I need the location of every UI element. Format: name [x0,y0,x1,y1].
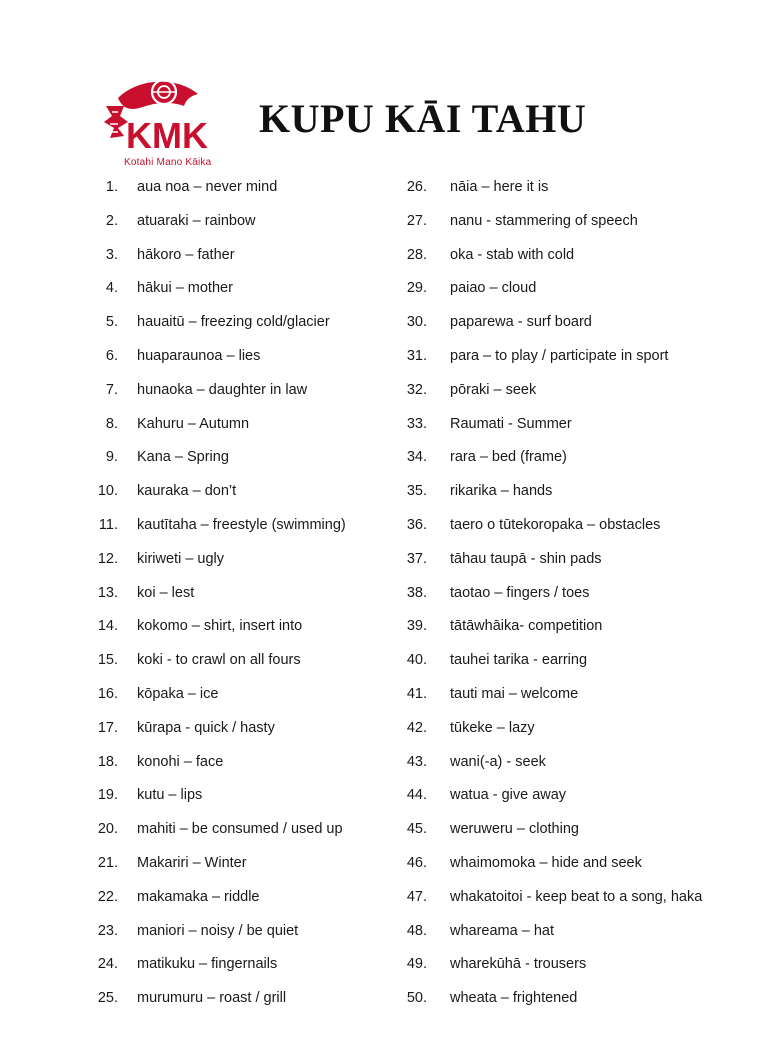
entry-text: tūkeke – lazy [450,719,535,736]
entry-number: 22. [97,888,118,905]
entry-number: 2. [105,212,118,229]
entry-number: 40. [406,652,427,669]
entry-number: 28. [406,246,427,263]
entry-number: 38. [406,584,427,601]
entry-text: kōpaka – ice [137,686,219,702]
entry-text: para – to play / participate in sport [450,348,669,364]
entry-text: Kahuru – Autumn [137,415,250,432]
entry-text: kiriweti – ugly [137,550,225,567]
entry-text: tauhei tarika - earring [450,652,588,669]
entry-number: 49. [406,956,427,973]
entry-number: 33. [406,415,427,432]
entry-number: 5. [105,314,118,331]
entry-number: 47. [406,888,427,905]
entry-number: 16. [97,686,118,702]
entry-text: nāia – here it is [450,179,549,195]
entry-number: 24. [97,956,118,973]
entry-text: mahiti – be consumed / used up [137,821,343,838]
entry-number: 10. [97,483,118,500]
entry-number: 36. [406,517,427,533]
entry-text: wani(-a) - seek [450,753,546,770]
entry-number: 26. [406,179,427,195]
entry-text: maniori – noisy / be quiet [137,922,299,939]
entry-number: 41. [406,686,427,702]
entry-number: 1. [105,179,118,195]
entry-number: 25. [97,990,118,1007]
entry-text: hauaitū – freezing cold/glacier [137,314,330,331]
entry-number: 32. [406,381,427,398]
page-title: KUPU KĀI TAHU [259,96,587,141]
entry-text: Kana – Spring [137,449,229,466]
entry-number: 45. [406,821,427,838]
entry-text: koi – lest [137,584,195,601]
entry-number: 8. [105,415,118,432]
entry-number: 21. [97,855,118,871]
entry-text: nanu - stammering of speech [450,212,638,229]
entry-number: 37. [406,550,427,567]
entry-text: wharekūhā - trousers [450,956,587,973]
entry-text: matikuku – fingernails [137,956,278,973]
entry-text: whaimomoka – hide and seek [450,855,642,871]
entry-text: paiao – cloud [450,280,537,297]
entry-text: huaparaunoa – lies [137,348,261,364]
entry-number: 6. [105,348,118,364]
entry-number: 15. [97,652,118,669]
entry-text: kautītaha – freestyle (swimming) [137,517,346,533]
entry-number: 7. [105,381,118,398]
entry-text: kokomo – shirt, insert into [137,618,303,635]
entry-number: 12. [97,550,118,567]
entry-number: 50. [406,990,427,1007]
entry-text: Raumati - Summer [450,415,572,432]
entry-number: 35. [406,483,427,500]
entry-text: aua noa – never mind [137,179,278,195]
entry-text: Makariri – Winter [137,855,247,871]
entry-text: tātāwhāika- competition [450,618,603,635]
entry-text: rikarika – hands [450,483,553,500]
entry-number: 3. [105,246,118,263]
entry-text: hākoro – father [137,246,235,263]
entry-text: hunaoka – daughter in law [137,381,308,398]
logo-caption: Kotahi Mano Kāika [124,157,212,168]
entry-number: 14. [97,618,118,635]
entry-text: kauraka – don’t [137,483,237,500]
entry-number: 20. [97,821,118,838]
entry-number: 46. [406,855,427,871]
entry-number: 11. [98,517,118,533]
entry-number: 29. [406,280,427,297]
entry-text: taero o tūtekoropaka – obstacles [450,517,661,533]
entry-number: 27. [406,212,427,229]
entry-text: tāhau taupā - shin pads [450,550,602,567]
entry-text: whakatoitoi - keep beat to a song, haka [450,888,703,905]
entry-number: 31. [406,348,427,364]
entry-number: 23. [97,922,118,939]
entry-text: atuaraki – rainbow [137,212,256,229]
entry-text: taotao – fingers / toes [450,584,590,601]
entry-number: 4. [105,280,118,297]
entry-number: 30. [406,314,427,331]
entry-number: 43. [406,753,427,770]
entry-number: 19. [97,787,118,804]
entry-text: wheata – frightened [450,990,578,1007]
entry-text: paparewa - surf board [450,314,592,331]
entry-text: pōraki – seek [450,381,537,398]
entry-text: rara – bed (frame) [450,449,567,466]
entry-text: konohi – face [137,753,224,770]
entry-number: 42. [406,719,427,736]
entry-number: 9. [105,449,118,466]
entry-text: oka - stab with cold [450,246,575,263]
entry-text: tauti mai – welcome [450,686,579,702]
entry-text: murumuru – roast / grill [137,990,287,1007]
entry-text: weruweru – clothing [450,821,579,838]
kmk-monogram: KMK [126,115,208,156]
entry-text: watua - give away [450,787,567,804]
entry-text: kūrapa - quick / hasty [137,719,275,736]
entry-number: 48. [406,922,427,939]
entry-text: koki - to crawl on all fours [137,652,301,669]
entry-number: 18. [97,753,118,770]
entry-text: kutu – lips [137,787,203,804]
entry-text: makamaka – riddle [137,888,260,905]
entry-text: whareama – hat [450,922,554,939]
entry-number: 39. [406,618,427,635]
entry-number: 34. [406,449,427,466]
entry-number: 44. [406,787,427,804]
entry-text: hākui – mother [137,280,233,297]
entry-number: 13. [97,584,118,601]
entry-number: 17. [97,719,118,736]
